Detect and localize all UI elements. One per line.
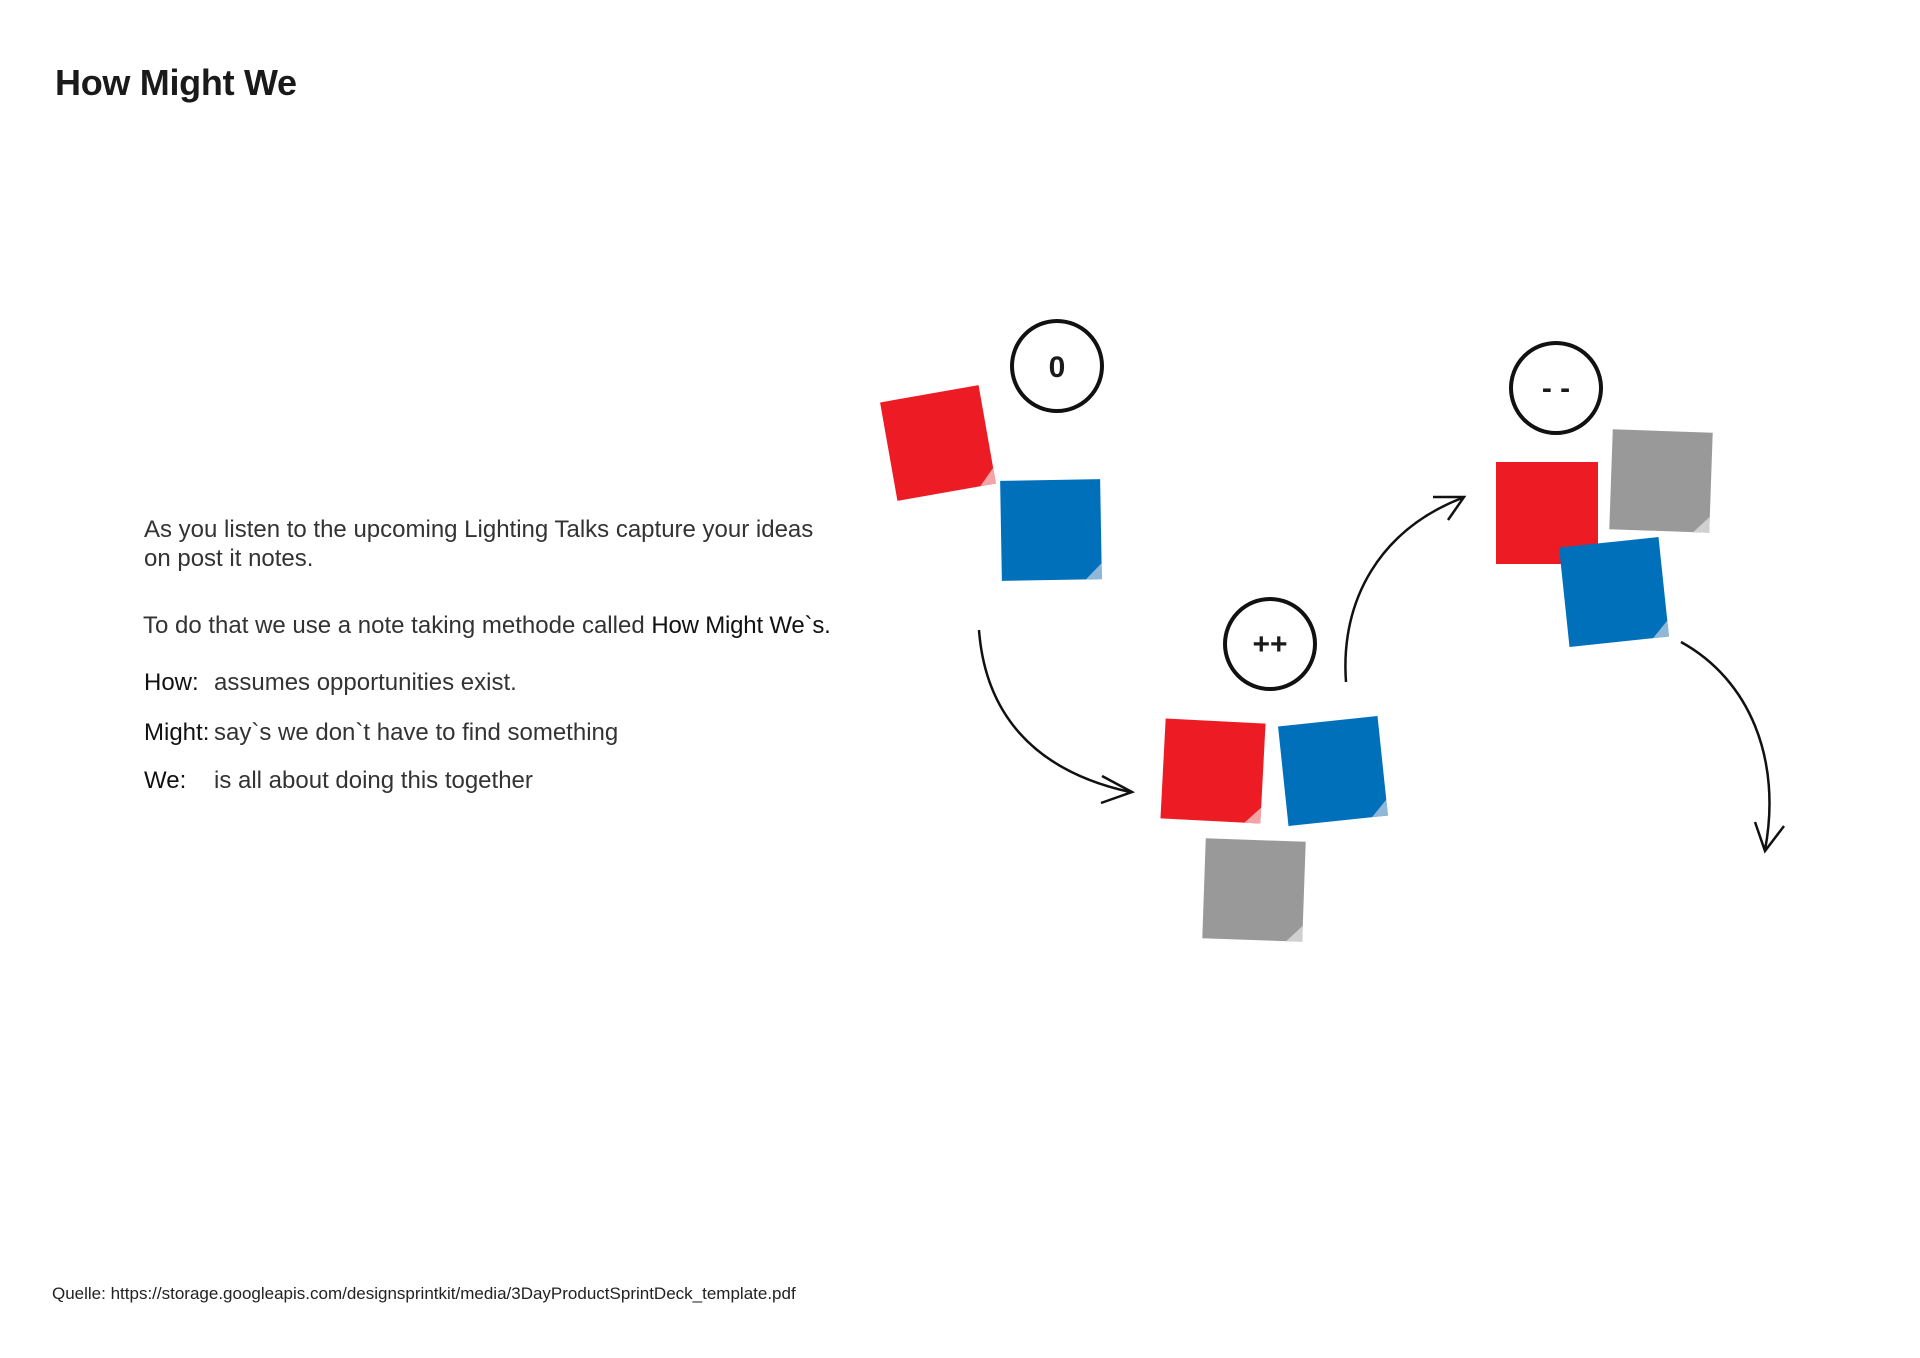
sticky-note-red-2 xyxy=(1160,718,1265,823)
page-title: How Might We xyxy=(55,62,297,103)
definition-might: say`s we don`t have to find something xyxy=(214,719,619,746)
term-might: Might: xyxy=(144,719,210,746)
group-minus xyxy=(1496,343,1713,647)
badge-zero-label: 0 xyxy=(1048,351,1066,384)
sticky-note-blue-3 xyxy=(1559,537,1669,647)
badge-plus-label: ++ xyxy=(1252,628,1288,661)
arrow-minus-down xyxy=(1681,642,1769,850)
intro-text: As you listen to the upcoming Lighting Talks capture your ideas on post it notes. xyxy=(144,516,814,572)
sticky-note-blue xyxy=(1000,479,1102,581)
sticky-note-gray-2 xyxy=(1202,838,1305,941)
definition-how: assumes opportunities exist. xyxy=(214,669,517,696)
methode-highlight: How Might We`s. xyxy=(651,612,831,639)
sticky-note-blue-2 xyxy=(1278,716,1388,826)
term-how: How: xyxy=(144,669,199,696)
group-plus xyxy=(1160,599,1388,942)
term-we: We: xyxy=(144,767,187,794)
source-citation: Quelle: https://storage.googleapis.com/designsprintkit/media/3DayProductSprintDeck_template.pdf xyxy=(52,1284,796,1303)
definition-we: is all about doing this together xyxy=(214,767,533,794)
arrow-zero-to-plus xyxy=(979,630,1130,792)
sticky-note-gray-3 xyxy=(1609,429,1712,532)
badge-minus-label: - - xyxy=(1541,372,1571,405)
group-zero xyxy=(880,321,1102,581)
arrow-plus-to-minus xyxy=(1345,498,1462,682)
methode-prefix: To do that we use a note taking methode called xyxy=(143,612,652,639)
sticky-note-red xyxy=(880,385,996,501)
